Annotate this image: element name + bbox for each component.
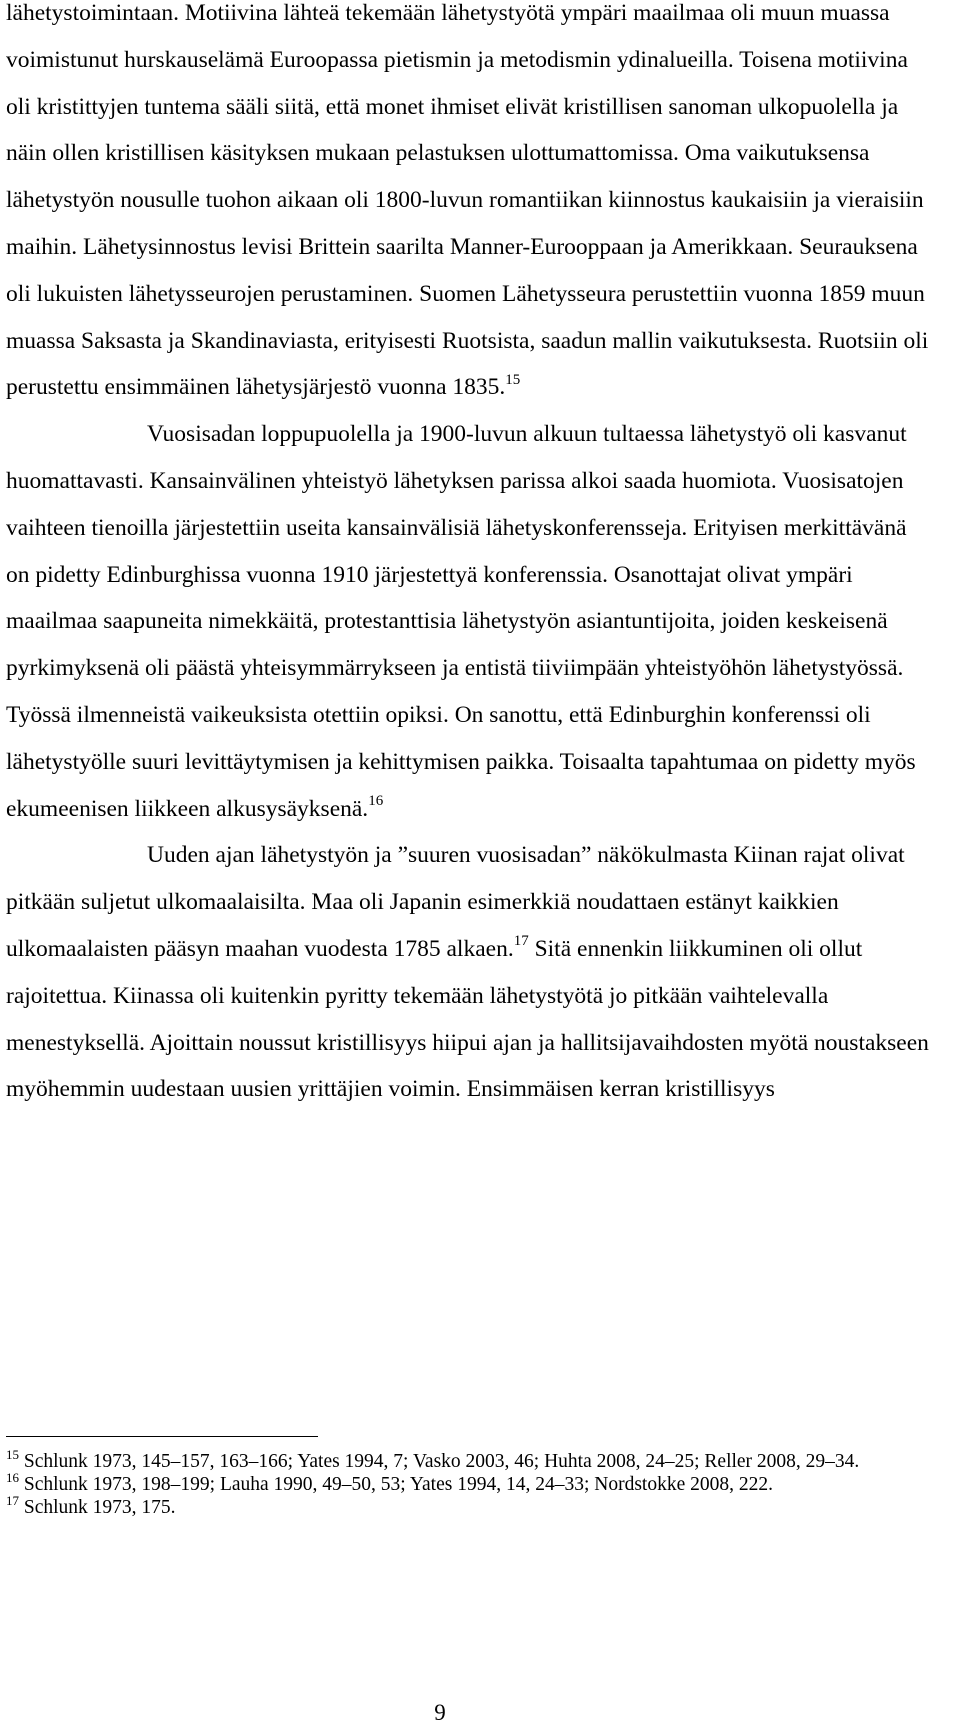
page-number: 9 [434, 1700, 446, 1725]
paragraph-3-text-b: Sitä ennenkin liikkuminen oli ollut rajoitettua. Kiinassa oli kuitenkin pyritty tekemään lähetystyötä jo pitkään vaihtelevalla menestyksellä. Ajoittain noussut kristillisyys hiipui ajan ja hallitsijavaihdosten myötä noustakseen myöhemmin uudestaan uusien yrittäjien voimin. Ensimmäisen kerran kristillisyys [6, 935, 929, 1103]
footnote-text: Schlunk 1973, 198–199; Lauha 1990, 49–50, 53; Yates 1994, 14, 24–33; Nordstokke 2008, 222. [23, 1474, 773, 1495]
paragraph-3 [6, 832, 934, 1113]
footnote-ref-17: 17 [513, 933, 529, 950]
footnote-separator [6, 1436, 318, 1437]
footnote-16 [6, 1469, 946, 1496]
footnote-number: 17 [6, 1492, 19, 1508]
footnote-ref-15: 15 [505, 371, 521, 388]
footnote-number: 15 [6, 1446, 19, 1462]
document-page [6, 0, 934, 1113]
paragraph-3-text-a: Uuden ajan lähetystyön ja ”suuren vuosisadan” näkökulmasta Kiinan rajat olivat pitkään suljetut ulkomaalaisilta. Maa oli Japanin esimerkkiä noudattaen estänyt kaikkien ulkomaalaisten pääsyn maahan vuodesta 1785 alkaen. [6, 842, 905, 962]
footnote-ref-16: 16 [368, 792, 384, 809]
paragraph-1-text: lähetystoimintaan. Motiivina lähteä tekemään lähetystyötä ympäri maailmaa oli muun muassa voimistunut hurskauselämä Euroopassa pietismin ja metodismin ydinalueilla. Toisena motiivina oli kristittyjen tuntema sääli siitä, että monet ihmiset elivät kristillisen sanoman ulkopuolella ja näin ollen kristillisen käsityksen mukaan pelastuksen ulottumattomissa. Oma vaikutuksensa lähetystyön nousulle tuohon aikaan oli 1800-luvun romantiikan kiinnostus kaukaisiin ja vieraisiin maihin. Lähetysinnostus levisi Brittein saarilta Manner-Eurooppaan ja Amerikkaan. Seurauksena oli lukuisten lähetysseurojen perustaminen. Suomen Lähetysseura perustettiin vuonna 1859 muun muassa Saksasta ja Skandinaviasta, erityisesti Ruotsista, saadun mallin vaikutuksesta. Ruotsiin oli perustettu ensimmäinen lähetysjärjestö vuonna 1835. [6, 0, 929, 401]
paragraph-2-text: Vuosisadan loppupuolella ja 1900-luvun alkuun tultaessa lähetystyö oli kasvanut huomattavasti. Kansainvälinen yhteistyö lähetyksen parissa alkoi saada huomiota. Vuosisatojen vaihteen tienoilla järjestettiin useita kansainvälisiä lähetyskonferensseja. Erityisen merkittävänä on pidetty Edinburghissa vuonna 1910 järjestettyä konferenssia. Osanottajat olivat ympäri maailmaa saapuneita nimekkäitä, protestanttisia lähetystyön asiantuntijoita, joiden keskeisenä pyrkimyksenä oli päästä yhteisymmärrykseen ja entistä tiiviimpään yhteistyöhön lähetystyössä. Työssä ilmenneistä vaikeuksista otettiin opiksi. On sanottu, että Edinburghin konferenssi oli lähetystyölle suuri levittäytymisen ja kehittymisen paikka. Toisaalta tapahtumaa on pidetty myös ekumeenisen liikkeen alkusysäyksenä. [6, 421, 916, 822]
footnote-text: Schlunk 1973, 175. [23, 1497, 176, 1518]
footnotes [6, 1446, 946, 1519]
footnote-number: 16 [6, 1469, 19, 1485]
footnote-17 [6, 1492, 946, 1519]
footnote-15 [6, 1446, 946, 1473]
paragraph-2 [6, 411, 934, 832]
paragraph-1 [6, 0, 934, 411]
footnote-text: Schlunk 1973, 145–157, 163–166; Yates 1994, 7; Vasko 2003, 46; Huhta 2008, 24–25; Reller 2008, 29–34. [23, 1451, 860, 1472]
